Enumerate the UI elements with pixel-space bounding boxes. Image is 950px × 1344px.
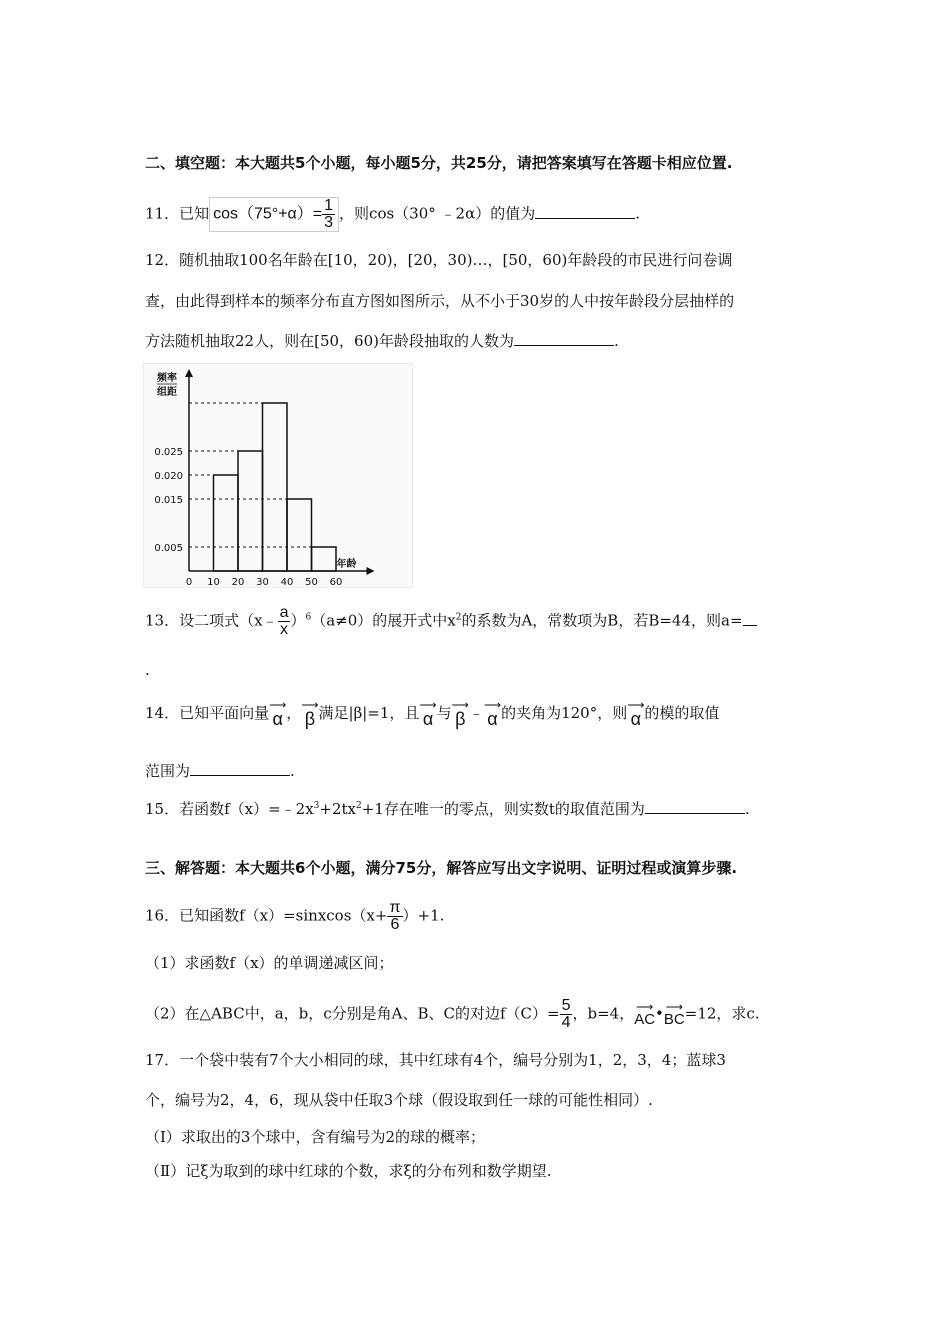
vector-beta-symbol: β bbox=[304, 709, 316, 729]
q11-frac-den: 3 bbox=[324, 214, 334, 231]
q14-prefix: 14．已知平面向量 bbox=[145, 704, 270, 722]
vector-alpha-symbol: α bbox=[630, 709, 641, 729]
y-tick-label: 0.015 bbox=[154, 495, 183, 506]
question-16 bbox=[145, 900, 444, 933]
question-12-line-3 bbox=[145, 330, 619, 352]
q13-mid: ） bbox=[290, 611, 306, 630]
question-12-line-1: 12．随机抽取100名年龄在[10，20)，[20，30)…，[50，60)年龄段的市民进行问卷调 bbox=[145, 251, 733, 269]
dot-product-symbol: • bbox=[655, 1004, 664, 1023]
q14-t1: ， bbox=[286, 704, 302, 722]
vector-bc-symbol: BC bbox=[663, 1011, 685, 1028]
q13-frac-den: x bbox=[280, 621, 289, 638]
question-14-line-2 bbox=[145, 760, 295, 782]
q11-answer-blank bbox=[535, 204, 635, 219]
q11-suffix: ，则cos（30° ﹣2α）的值为 bbox=[339, 204, 536, 223]
q14-t5: 的夹角为120°，则 bbox=[501, 704, 628, 722]
question-14 bbox=[145, 700, 719, 728]
question-11 bbox=[145, 197, 640, 232]
q14-t2: 满足|β|=1，且 bbox=[318, 704, 420, 722]
q16-part-2-frac-den: 4 bbox=[561, 1014, 571, 1031]
q11-frac-num: 1 bbox=[324, 197, 334, 214]
x-tick-label: 60 bbox=[329, 577, 343, 588]
q13-text: （a≠0）的展开式中x bbox=[311, 611, 456, 630]
q16-part-2-prefix: （2）在△ABC中，a，b，c分别是角A、B、C的对边f（C）= bbox=[145, 1004, 560, 1023]
q14-line-2-text: 范围为 bbox=[145, 762, 191, 780]
q16-frac-num: π bbox=[389, 899, 401, 916]
vector-arrow-icon: ⟶ bbox=[483, 698, 502, 712]
question-15 bbox=[145, 795, 750, 820]
q16-part-2-frac-num: 5 bbox=[561, 997, 571, 1014]
q12-end: . bbox=[613, 332, 619, 350]
q13-sup-2: 2 bbox=[455, 612, 462, 623]
q12-line-3-text: 方法随机抽取22人，则在[50，60)年龄段抽取的人数为 bbox=[145, 332, 514, 350]
q11-prefix: 11．已知 bbox=[145, 204, 210, 223]
x-tick-label: 50 bbox=[305, 577, 318, 588]
q16-part-2-mid: ，b=4， bbox=[572, 1004, 635, 1023]
q13-prefix: 13．设二项式（x﹣ bbox=[145, 611, 278, 630]
q11-equation bbox=[209, 197, 339, 232]
q16-prefix: 16．已知函数f（x）=sinxcos（x+ bbox=[145, 906, 388, 925]
x-tick-label: 0 bbox=[185, 577, 193, 588]
q15-end: . bbox=[744, 800, 750, 818]
x-tick-label: 10 bbox=[207, 577, 220, 588]
question-13 bbox=[145, 605, 757, 638]
vector-arrow-icon: ⟶ bbox=[627, 698, 645, 712]
chart-frame bbox=[143, 363, 413, 588]
y-tick-label: 0.005 bbox=[154, 543, 183, 554]
q15-prefix: 15．若函数f（x）=﹣2x bbox=[145, 800, 314, 818]
q14-t6: 的模的取值 bbox=[644, 704, 720, 722]
question-17-part-2: （Ⅱ）记ξ为取到的球中红球的个数，求ξ的分布列和数学期望. bbox=[145, 1162, 552, 1180]
histogram-svg bbox=[143, 363, 413, 588]
q13-end: . bbox=[145, 661, 150, 679]
vector-bc bbox=[664, 1002, 685, 1027]
section-3-heading: 三、解答题：本大题共6个小题，满分75分，解答应写出文字说明、证明过程或演算步骤. bbox=[145, 859, 738, 877]
vector-ac bbox=[634, 1002, 655, 1027]
q15-mid: +2tx bbox=[319, 800, 357, 818]
vector-alpha-symbol: α bbox=[422, 709, 434, 729]
question-12-line-2: 查，由此得到样本的频率分布直方图如图所示，从不小于30岁的人中按年龄段分层抽样的 bbox=[145, 292, 735, 310]
q13-fraction bbox=[278, 605, 291, 638]
x-tick-label: 40 bbox=[280, 577, 294, 588]
vector-alpha-symbol: α bbox=[487, 709, 498, 729]
vector-alpha bbox=[419, 700, 436, 728]
vector-arrow-icon: ⟶ bbox=[636, 1000, 654, 1014]
q11-eq-text: cos（75°+α）= bbox=[213, 205, 323, 223]
question-16-part-1: （1）求函数f（x）的单调递减区间； bbox=[145, 954, 394, 972]
x-tick-label: 20 bbox=[231, 577, 245, 588]
vector-ac-symbol: AC bbox=[634, 1011, 656, 1028]
question-16-part-2 bbox=[145, 998, 760, 1031]
y-tick-label: 0.025 bbox=[154, 447, 183, 458]
vector-beta-symbol: β bbox=[455, 709, 466, 729]
vector-alpha bbox=[627, 700, 644, 728]
q16-frac-den: 6 bbox=[390, 916, 400, 933]
q14-t4: ﹣ bbox=[468, 704, 484, 722]
question-17-part-1: （I）求取出的3个球中，含有编号为2的球的概率； bbox=[145, 1128, 486, 1146]
q15-sup-2: 2 bbox=[356, 801, 362, 811]
q16-part-2-end: =12，求c. bbox=[684, 1004, 760, 1023]
vector-beta bbox=[452, 700, 469, 728]
x-axis-label: 年龄 bbox=[336, 559, 357, 570]
vector-arrow-icon: ⟶ bbox=[451, 698, 469, 712]
q14-t3: 与 bbox=[436, 704, 452, 722]
q13-sup-6: 6 bbox=[305, 612, 312, 623]
q11-fraction bbox=[322, 198, 335, 231]
vector-alpha bbox=[269, 700, 286, 728]
vector-arrow-icon: ⟶ bbox=[665, 1000, 683, 1014]
vector-arrow-icon: ⟶ bbox=[269, 698, 287, 712]
question-17-line-2: 个，编号为2，4，6，现从袋中任取3个球（假设取到任一球的可能性相同）. bbox=[145, 1091, 653, 1109]
frequency-histogram bbox=[143, 363, 413, 588]
vector-arrow-icon: ⟶ bbox=[301, 698, 319, 712]
q15-sup-3: 3 bbox=[313, 801, 320, 811]
y-tick-label: 0.020 bbox=[154, 471, 183, 482]
vector-beta bbox=[301, 700, 318, 728]
q15-text: +1存在唯一的零点，则实数t的取值范围为 bbox=[361, 800, 645, 818]
x-tick-label: 30 bbox=[256, 577, 269, 588]
vector-arrow-icon: ⟶ bbox=[419, 698, 437, 712]
q14-end: . bbox=[290, 762, 295, 780]
y-axis-label-bottom: 组距 bbox=[157, 387, 177, 398]
q16-suffix: ）+1. bbox=[402, 906, 445, 925]
q16-fraction bbox=[387, 900, 402, 933]
y-axis-label-top: 频率 bbox=[157, 373, 177, 384]
q15-answer-blank bbox=[645, 799, 745, 814]
q12-answer-blank bbox=[514, 331, 614, 346]
q14-answer-blank bbox=[190, 761, 290, 776]
q11-end: . bbox=[635, 204, 640, 223]
question-17-line-1: 17．一个袋中装有7个大小相同的球，其中红球有4个，编号分别为1，2，3，4；蓝球3 bbox=[145, 1051, 726, 1069]
section-2-heading: 二、填空题：本大题共5个小题，每小题5分，共25分，请把答案填写在答题卡相应位置. bbox=[145, 154, 733, 172]
vector-alpha-symbol: α bbox=[272, 709, 283, 729]
q13-frac-num: a bbox=[279, 604, 289, 621]
q13-text-2: 的系数为A，常数项为B，若B=44，则a= bbox=[461, 611, 743, 630]
q16-part-2-fraction bbox=[560, 998, 573, 1031]
vector-alpha bbox=[484, 700, 501, 728]
q13-answer-blank bbox=[743, 611, 757, 626]
